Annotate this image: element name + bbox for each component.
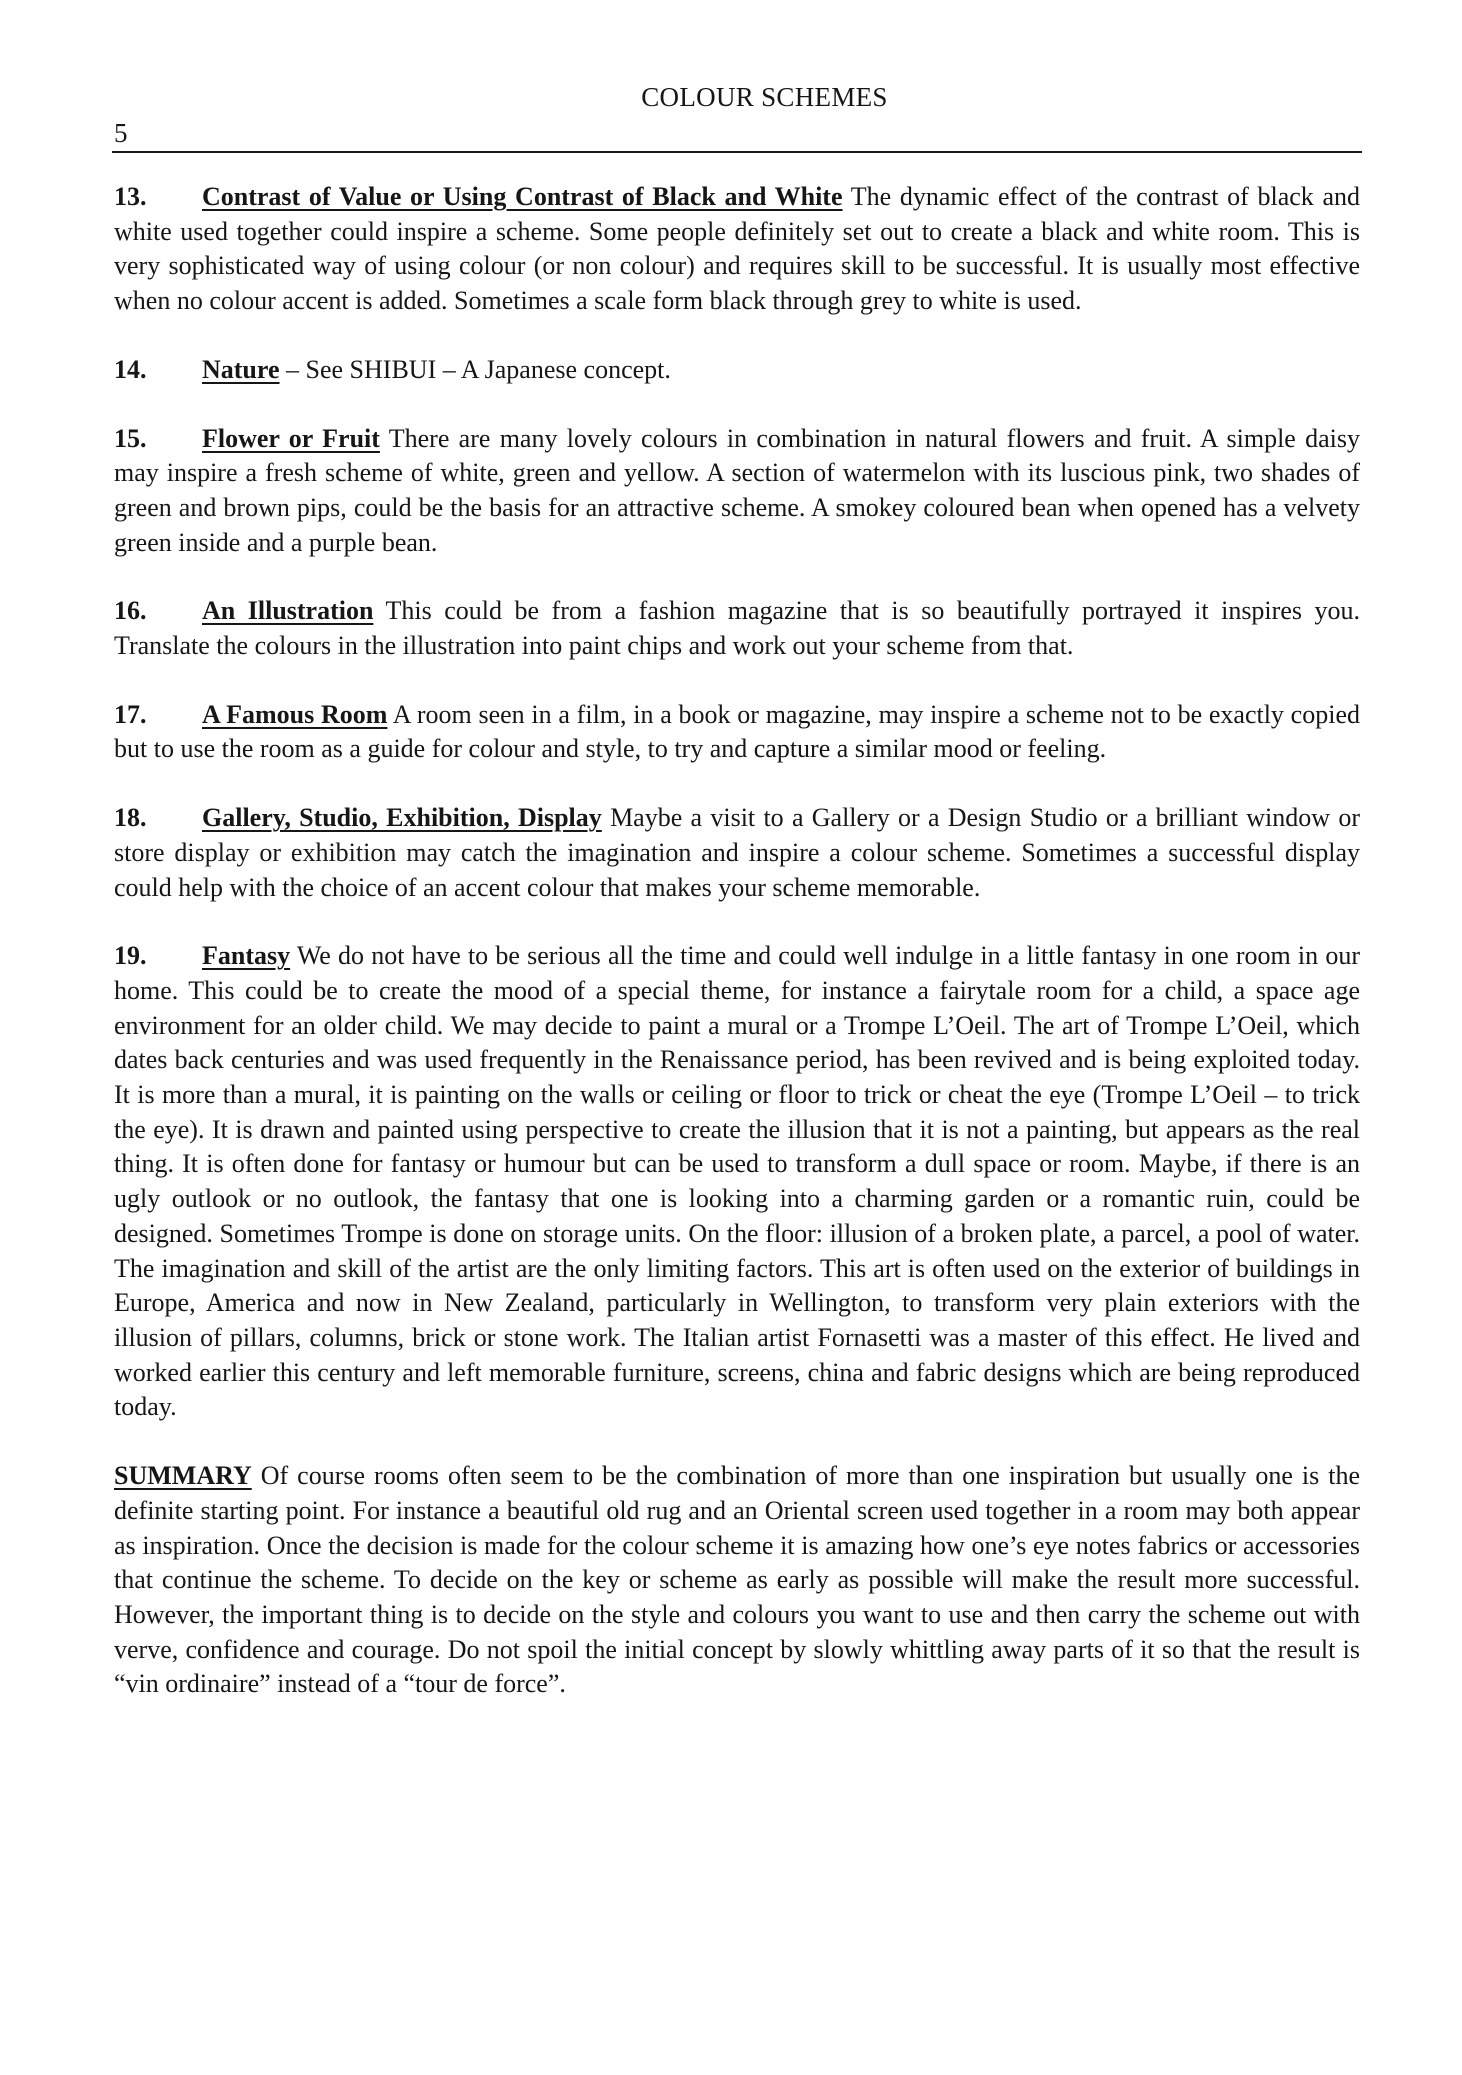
section-number: 17. xyxy=(114,699,147,729)
section-16 xyxy=(114,594,1360,663)
section-18 xyxy=(114,801,1360,905)
page-title: COLOUR SCHEMES xyxy=(641,82,888,112)
section-heading: A Famous Room xyxy=(202,699,388,729)
section-text: – See SHIBUI – A Japanese concept. xyxy=(279,354,671,384)
page-number: 5 xyxy=(114,118,128,148)
section-text: This could be from a fashion magazine that is so beautifully portrayed it inspires you. Translate the colours in the illustration into paint chips and work out your scheme from that. xyxy=(114,596,1360,661)
section-text: Maybe a visit to a Gallery or a Design Studio or a brilliant window or store display or exhibition may catch the imagination and inspire a colour scheme. Sometimes a successful display could help with the choice of an accent colour that makes your scheme memorable. xyxy=(114,803,1360,902)
section-number: 13. xyxy=(114,182,147,211)
section-19 xyxy=(114,939,1360,1425)
section-17 xyxy=(114,698,1360,767)
section-heading: Nature xyxy=(202,354,280,384)
section-15 xyxy=(114,422,1360,561)
section-text: A room seen in a film, in a book or magazine, may inspire a scheme not to be exactly copied but to use the room as a guide for colour and style, to try and capture a similar mood or feeling. xyxy=(114,699,1360,764)
section-number: 14. xyxy=(114,354,147,384)
summary-text: Of course rooms often seem to be the combination of more than one inspiration but usually one is the definite starting point. For instance a beautiful old rug and an Oriental screen used together in a room may both appear as inspiration. Once the decision is made for the colour scheme it is amazing how one’s eye notes fabrics or accessories that continue the scheme. To decide on the key or scheme as early as possible will make the result more successful. However, the important thing is to decide on the style and colours you want to use and then carry the scheme out with verve, confidence and courage. Do not spoil the initial concept by slowly whittling away parts of it so that the result is “vin ordinaire” instead of a “tour de force”. xyxy=(114,1461,1360,1699)
section-heading: Contrast of Value or Using Contrast of Black and White xyxy=(202,182,843,211)
section-heading: Fantasy xyxy=(202,941,291,971)
section-number: 15. xyxy=(114,423,147,453)
header-divider xyxy=(112,151,1362,153)
summary-heading: SUMMARY xyxy=(114,1461,252,1491)
document-body xyxy=(114,180,1360,1736)
section-13 xyxy=(114,180,1360,319)
summary-section xyxy=(114,1459,1360,1702)
section-number: 16. xyxy=(114,596,147,626)
section-text: There are many lovely colours in combination in natural flowers and fruit. A simple daisy may inspire a fresh scheme of white, green and yellow. A section of watermelon with its luscious pink, two shades of green and brown pips, could be the basis for an attractive scheme. A smokey coloured bean when opened has a velvety green inside and a purple bean. xyxy=(114,423,1361,557)
section-heading: An Illustration xyxy=(202,596,374,626)
section-14 xyxy=(114,353,1360,388)
section-number: 18. xyxy=(114,803,147,833)
section-text: The dynamic effect of the contrast of black and white used together could inspire a scheme. Some people definitely set out to create a black and white room. This is very sophisticated way of using colour (or non colour) and requires skill to be successful. It is usually most effective when no colour accent is added. Sometimes a scale form black through grey to white is used. xyxy=(114,182,1360,316)
section-heading: Gallery, Studio, Exhibition, Display xyxy=(202,803,602,833)
section-text: We do not have to be serious all the time and could well indulge in a little fantasy in one room in our home. This could be to create the mood of a special theme, for instance a fairytale room for a child, a space age environment for an older child. We may decide to paint a mural or a Trompe L’Oeil. The art of Trompe L’Oeil, which dates back centuries and was used frequently in the Renaissance period, has been revived and is being exploited today. It is more than a mural, it is painting on the walls or ceiling or floor to trick or cheat the eye (Trompe L’Oeil – to trick the eye). It is drawn and painted using perspective to create the illusion that it is not a painting, but appears as the real thing. It is often done for fantasy or humour but can be used to transform a dull space or room. Maybe, if there is an ugly outlook or no outlook, the fantasy that one is looking into a charming garden or a romantic ruin, could be designed. Sometimes Trompe is done on storage units. On the floor: illusion of a broken plate, a parcel, a pool of water. The imagination and skill of the artist are the only limiting factors. This art is often used on the exterior of buildings in Europe, America and now in New Zealand, particularly in Wellington, to transform very plain exteriors with the illusion of pillars, columns, brick or stone work. The Italian artist Fornasetti was a master of this effect. He lived and worked earlier this century and left memorable furniture, screens, china and fabric designs which are being reproduced today. xyxy=(114,941,1360,1422)
section-number: 19. xyxy=(114,941,147,971)
section-heading: Flower or Fruit xyxy=(202,423,380,453)
